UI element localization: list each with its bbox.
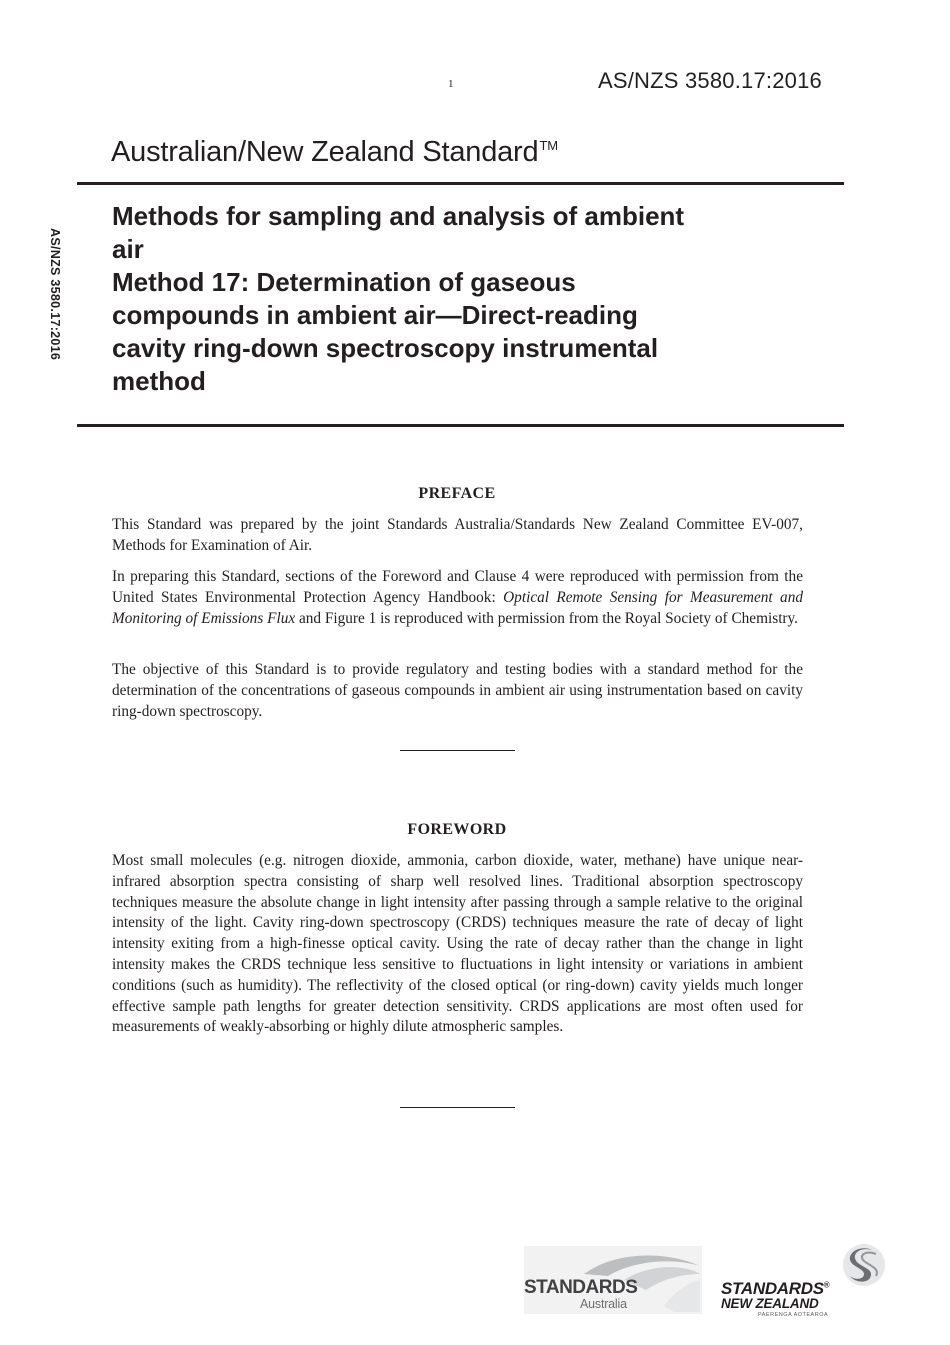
nz-logo-word-text: STANDARDS [721,1279,824,1298]
australia-logo-subword: Australia [580,1297,627,1311]
australia-logo-word: STANDARDS [524,1277,638,1298]
title-rule-top [77,182,844,185]
standard-code: AS/NZS 3580.17:2016 [598,68,822,93]
handbook-title: Optical Remote Sensing for Measurement and Monitoring of Emissions Flux [112,588,803,627]
title-line: Methods for sampling and analysis of ambient [112,201,685,231]
standard-heading-text: Australian/New Zealand Standard [111,136,539,168]
page-number: 1 [448,78,454,90]
foreword-heading: FOREWORD [407,821,507,838]
section-divider [400,1107,515,1108]
registered-mark: ® [823,1280,830,1290]
title-line: method [112,366,206,396]
preface-p2-text: In preparing this Standard, sections of the Foreword and Clause 4 were reproduced with permission from the United States Environmental Protection Agency Handbook: [112,568,803,606]
preface-paragraph-1: This Standard was prepared by the joint Standards Australia/Standards New Zealand Committee EV-007, Methods for Examination of Air. [112,516,803,554]
title-line: Method 17: Determination of gaseous [112,267,576,297]
nz-logo-subword: NEW ZEALAND [721,1296,819,1311]
preface-p2-text-end: and Figure 1 is reproduced with permission from the Royal Society of Chemistry. [295,609,799,627]
standard-heading [111,136,558,169]
side-label [48,228,68,388]
nz-logo-tagline: PAERENGA AOTEAROA [758,1312,829,1318]
title-line: compounds in ambient air—Direct-reading [112,300,638,330]
title-line: air [112,234,144,264]
preface-paragraph-3: The objective of this Standard is to provide regulatory and testing bodies with a standard method for the determination of the concentrations of gaseous compounds in ambient air using instrumentation based on cavity ring-down spectroscopy. [112,661,803,720]
section-divider [400,750,515,751]
document-title [112,200,812,398]
title-rule-bottom [77,424,844,427]
trademark-mark: TM [539,138,558,153]
standards-australia-logo [524,1246,702,1314]
standards-new-zealand-logo [716,1242,888,1320]
side-label-text: AS/NZS 3580.17:2016 [48,228,62,361]
foreword-paragraph: Most small molecules (e.g. nitrogen dioxide, ammonia, carbon dioxide, water, methane) have unique near-infrared absorption spectra consisting of sharp well resolved lines. Traditional absorption spectroscopy techniques measure the absolute change in light intensity after passing through a sample relative to the original intensity of the light. Cavity ring-down spectroscopy (CRDS) techniques measure the rate of decay of light intensity exiting from a high-finesse optical cavity. Using the rate of decay rather than the change in light intensity makes the CRDS technique less sensitive to fluctuations in light intensity or variations in ambient conditions (such as humidity). The reflectivity of the closed optical (or ring-down) cavity yields much longer effective sample path lengths for greater detection sensitivity. CRDS applications are most often used for measurements of weakly-absorbing or highly dilute atmospheric samples. [112,852,803,1036]
preface-heading: PREFACE [418,485,496,502]
title-line: cavity ring-down spectroscopy instrumental [112,333,659,363]
s-swirl-icon [842,1242,886,1288]
preface-paragraph-2 [112,567,803,629]
